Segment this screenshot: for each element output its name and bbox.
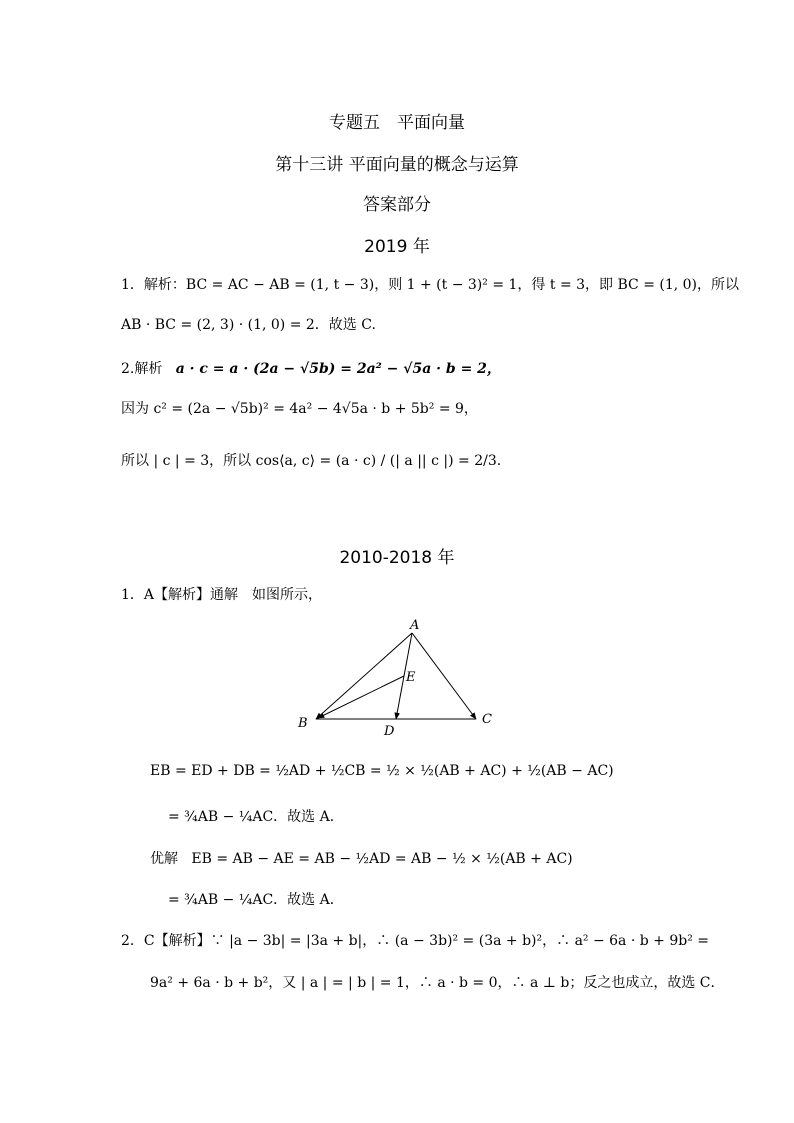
q2019-2-label: 2.解析	[121, 361, 163, 377]
q2010-1-eq3-line	[150, 848, 573, 868]
q2010-1-eq3: EB = AB − AE = AB − ½AD = AB − ½ × ½(AB + AC)	[191, 851, 573, 867]
q2019-1-math: BC = AC − AB = (1, t − 3)，则 1 + (t − 3)² = 1，得 t = 3，即 BC = (1, 0)，所以	[185, 277, 740, 293]
q2010-1-eq1: EB = ED + DB = ½AD + ½CB = ½ × ½(AB + AC) + ½(AB − AC)	[150, 763, 614, 779]
label-c: C	[482, 712, 492, 727]
q2019-2-line2: 因为 c² = (2a − √5b)² = 4a² − 4√5a · b + 5b² = 9，	[121, 401, 478, 417]
q2010-2-math: ∵ |a − 3b| = |3a + b|，∴ (a − 3b)² = (3a + b)²，∴ a² − 6a · b + 9b² =	[210, 933, 710, 949]
q2019-1-line1	[121, 274, 739, 294]
triangle-figure	[290, 615, 510, 740]
label-e: E	[406, 670, 416, 685]
vector-ac	[412, 633, 476, 719]
vector-eb	[318, 676, 404, 718]
q2010-2-line1	[121, 930, 709, 950]
lecture-title: 第十三讲 平面向量的概念与运算	[275, 155, 519, 175]
label-d: D	[384, 724, 395, 739]
label-b: B	[298, 716, 308, 731]
year-2019-heading: 2019 年	[364, 237, 430, 257]
q2019-2-math: a · c = a · (2a − √5b) = 2a² − √5a · b = 2，	[175, 361, 501, 377]
answers-title: 答案部分	[363, 195, 431, 215]
q2010-1-eq2: = ¾AB − ¼AC．故选 A．	[168, 809, 344, 825]
year-2010-2018-heading: 2010-2018 年	[339, 548, 455, 568]
q2010-2-line2: 9a² + 6a · b + b²，又 | a | = | b | = 1，∴ a · b = 0，∴ a ⊥ b；反之也成立，故选 C．	[150, 975, 725, 991]
q2010-1-label: 1．A【解析】通解 如图所示，	[121, 587, 323, 603]
q2019-2-line3: 所以 | c | = 3，所以 cos⟨a, c⟩ = (a · c) / (| a || c |) = 2/3.	[121, 453, 502, 469]
q2019-1-line2: AB · BC = (2, 3) · (1, 0) = 2．故选 C.	[121, 317, 376, 333]
topic-title: 专题五 平面向量	[329, 113, 465, 133]
q2010-1-eq4: = ¾AB − ¼AC．故选 A．	[168, 892, 344, 908]
label-a: A	[410, 618, 420, 633]
q2010-2-label: 2．C【解析】	[121, 933, 211, 949]
q2019-2-line1	[121, 358, 501, 378]
q2019-1-label: 1．解析：	[121, 277, 186, 293]
vector-ab	[316, 633, 412, 719]
q2010-1-opt-label: 优解	[150, 851, 178, 867]
